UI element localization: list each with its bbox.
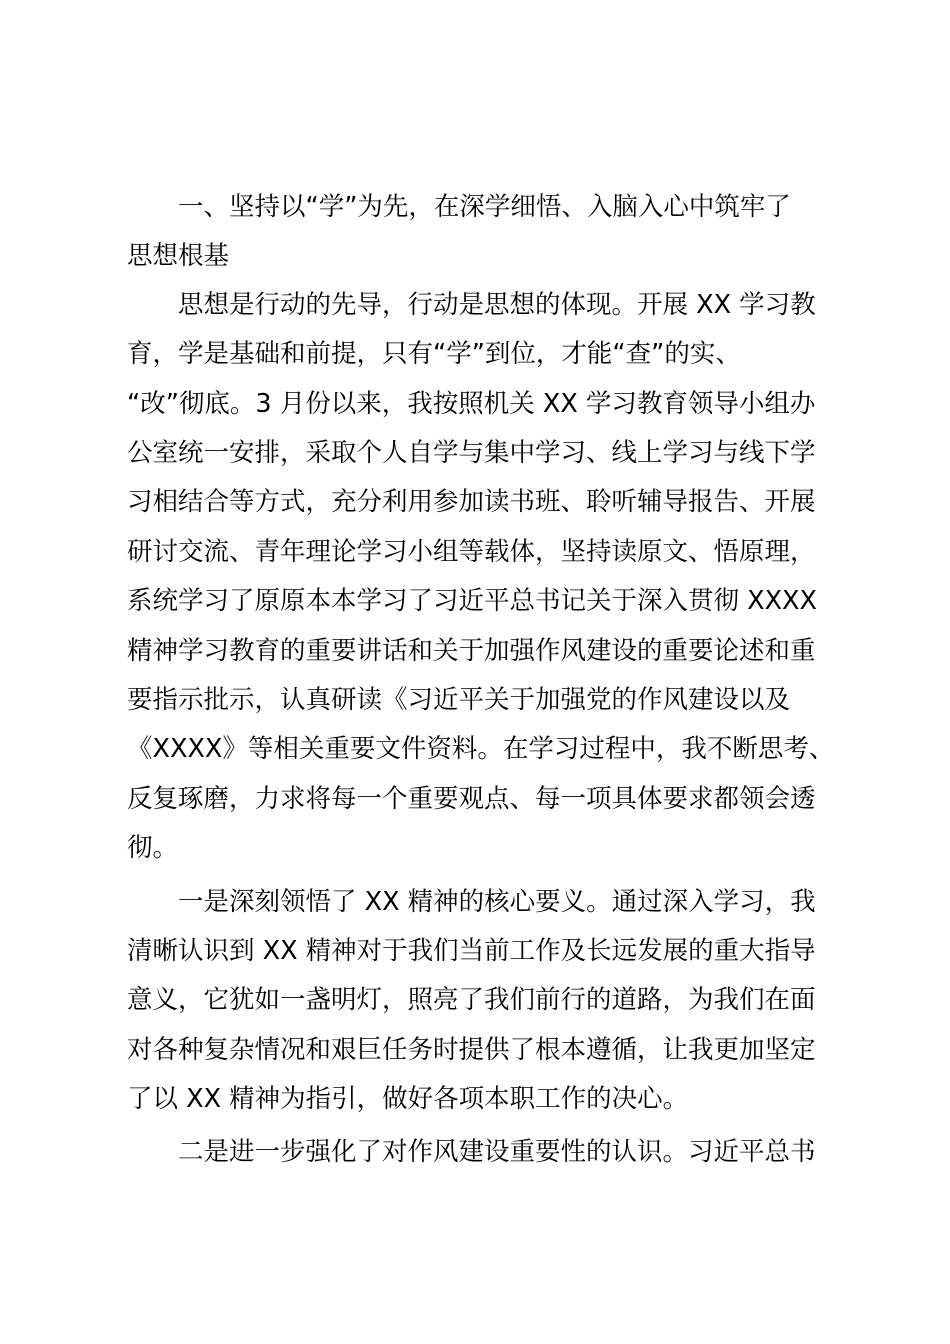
paragraph-1-line-7: 系统学习了原原本本学习了习近平总书记关于深入贯彻 XXXX xyxy=(127,586,817,616)
paragraph-1-line-9: 要指示批示，认真研读《习近平关于加强党的作风建设以及 xyxy=(127,685,791,715)
paragraph-2-line-4: 对各种复杂情况和艰巨任务时提供了根本遵循，让我更加坚定 xyxy=(127,1035,816,1065)
paragraph-1-line-12: 彻。 xyxy=(127,833,179,863)
section-heading-line-1: 一、坚持以“学”为先，在深学细悟、入脑入心中筑牢了 xyxy=(178,192,791,222)
paragraph-2-line-5: 了以 XX 精神为指引，做好各项本职工作的决心。 xyxy=(127,1084,689,1114)
paragraph-1-line-3: “改”彻底。3 月份以来，我按照机关 XX 学习教育领导小组办 xyxy=(127,389,816,419)
paragraph-1-line-5: 习相结合等方式，充分利用参加读书班、聆听辅导报告、开展 xyxy=(127,487,816,517)
paragraph-2-line-1: 一是深刻领悟了 XX 精神的核心要义。通过深入学习，我 xyxy=(178,887,816,917)
paragraph-1-line-11: 反复琢磨，力求将每一个重要观点、每一项具体要求都领会透 xyxy=(127,784,816,814)
section-heading-line-2: 思想根基 xyxy=(127,241,230,271)
paragraph-3-line-1: 二是进一步强化了对作风建设重要性的认识。习近平总书 xyxy=(178,1137,816,1167)
paragraph-1-line-10: 《XXXX》等相关重要文件资料。在学习过程中，我不断思考、 xyxy=(127,734,835,764)
paragraph-1-line-6: 研讨交流、青年理论学习小组等载体，坚持读原文、悟原理， xyxy=(127,537,816,567)
paragraph-1-line-4: 公室统一安排，采取个人自学与集中学习、线上学习与线下学 xyxy=(127,438,816,468)
paragraph-2-line-3: 意义，它犹如一盏明灯，照亮了我们前行的道路，为我们在面 xyxy=(127,985,816,1015)
paragraph-1-line-1: 思想是行动的先导，行动是思想的体现。开展 XX 学习教 xyxy=(178,290,816,320)
paragraph-2-line-2: 清晰认识到 XX 精神对于我们当前工作及长远发展的重大指导 xyxy=(127,936,816,966)
paragraph-1-line-2: 育，学是基础和前提，只有“学”到位，才能“查”的实、 xyxy=(127,339,741,369)
paragraph-1-line-8: 精神学习教育的重要讲话和关于加强作风建设的重要论述和重 xyxy=(127,636,816,666)
